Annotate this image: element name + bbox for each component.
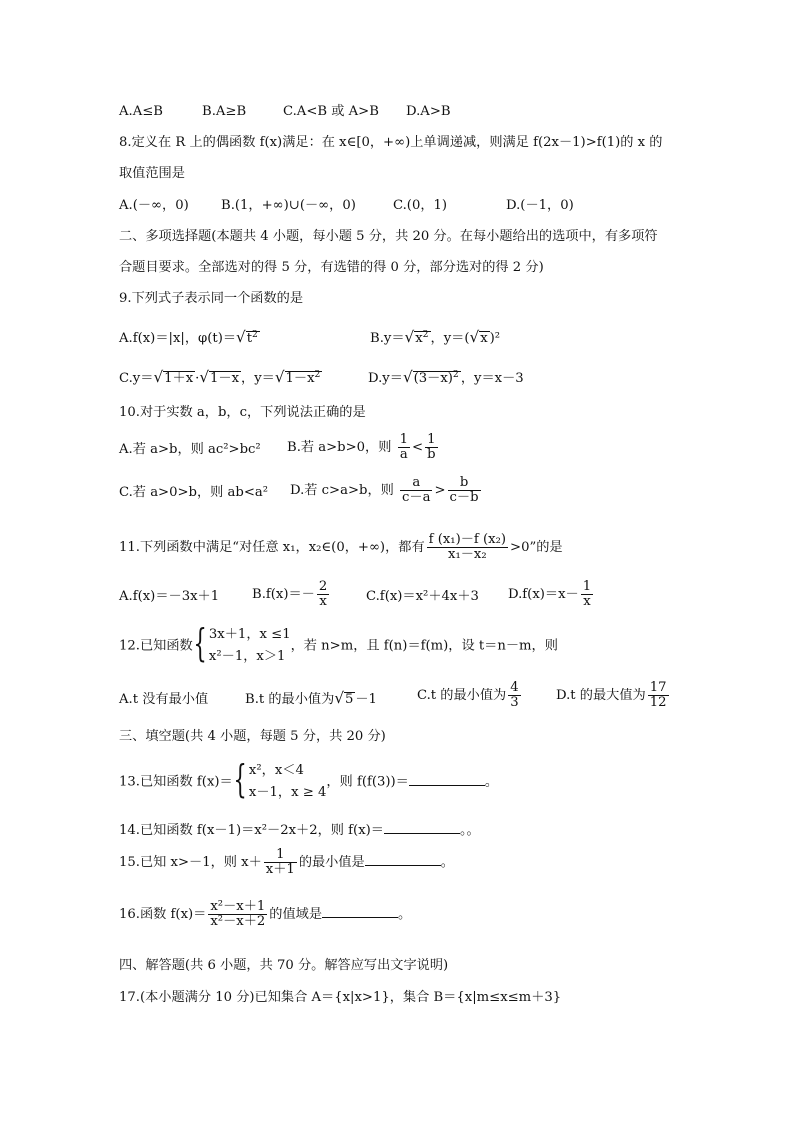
q11-option-d: D.f(x)＝x－ $\frac{1}{x}$ xyxy=(508,579,592,609)
q11-option-b: B.f(x)＝－ $\frac{2}{x}$ xyxy=(252,579,328,609)
q12-option-a: A.t 没有最小值 xyxy=(119,692,209,707)
q16-answer-blank[interactable] xyxy=(322,904,398,918)
q12-option-b: B.t 的最小值为√5 －1 xyxy=(245,689,377,707)
q10-option-c: C.若 a>0>b，则 ab<a² xyxy=(119,485,269,500)
q17-stem: 17.(本小题满分 10 分)已知集合 A＝{x|x>1}，集合 B＝{x|m≤x≤m＋3} xyxy=(119,990,562,1005)
q16: 16.函数 f(x)＝ $\frac{\text{x²－x＋1}}{\text{x²－x＋2}}$ 的值域是 。 xyxy=(119,899,412,929)
q8-option-a: A.(－∞，0) xyxy=(119,198,189,213)
q14: 14.已知函数 f(x－1)＝x²－2x＋2，则 f(x)＝ 。。 xyxy=(119,820,480,840)
q9-option-b: $B.y=√x^2$ ，y＝(√x )² xyxy=(370,328,501,346)
q9-option-c: C.y＝√1＋x ·√1－x ，$y=√1-x^2$ xyxy=(119,368,321,386)
q8-stem-line2: 取值范围是 xyxy=(119,166,185,181)
q14-answer-blank[interactable] xyxy=(384,820,460,834)
q15: 15.已知 x>－1，则 x＋ $\frac{1}{x+1}$ 的最小值是 。 xyxy=(119,847,454,877)
q9-stem: 9.下列式子表示同一个函数的是 xyxy=(119,291,304,306)
q8-option-d: D.(－1，0) xyxy=(506,198,574,213)
q12-option-c: C.t 的最小值为 $\frac{4}{3}$ xyxy=(417,680,519,710)
q7-option-c: C.A<B 或 A>B xyxy=(283,104,379,119)
q10-option-d: D.若 c>a>b，则 $\frac{a}{c-a}$ > $\frac{b}{c-b}$ xyxy=(290,475,479,505)
q13-answer-blank[interactable] xyxy=(409,772,485,786)
section2-heading-line1: 二、多项选择题(本题共 4 小题，每小题 5 分，共 20 分。在每小题给出的选项中，有多项符 xyxy=(119,229,658,244)
q9-option-a: A.f(x)＝|x|，$\varphi(t)=√t^2$ xyxy=(119,328,258,346)
q8-option-b: B.(1，+∞)∪(－∞，0) xyxy=(221,198,356,213)
q12-stem: 12.已知函数{ 3x＋1，x ≤1 x²－1，x＞1 ，若 n>m，且 f(n)＝f(m)，设 t＝n－m，则 xyxy=(119,621,558,665)
q10-option-b: B.若 a>b>0，则 $\frac{1}{a}$ < $\frac{1}{b}$ xyxy=(287,432,436,462)
q10-stem: 10.对于实数 a，b，c，下列说法正确的是 xyxy=(119,405,366,420)
q11-stem: 11.下列函数中满足“对任意 x₁，x₂∈(0，+∞)，都有 $\frac{\text{f (x₁)－f (x₂)}}{\text{x₁－x₂}}$ >0”的是 xyxy=(119,532,563,562)
q9-option-d: $D.y=√(3-x)^2$ ，y＝x－3 xyxy=(368,368,524,386)
q12-option-d: D.t 的最大值为 $\frac{17}{12}$ xyxy=(556,680,667,710)
q11-option-a: A.f(x)＝－3x＋1 xyxy=(119,589,220,604)
q7-option-d: D.A>B xyxy=(406,104,451,119)
q13: 13.已知函数 f(x)＝{ x²，x＜4 x－1，x ≥ 4 ，则 f(f(3))＝ 。 xyxy=(119,757,499,801)
q8-option-c: C.(0，1) xyxy=(393,198,448,213)
q7-option-b: B.A≥B xyxy=(202,104,247,119)
q15-answer-blank[interactable] xyxy=(365,852,441,866)
q8-stem-line1: 8.定义在 R 上的偶函数 f(x)满足：在 x∈[0，+∞)上单调递减，则满足 f(2x－1)>f(1)的 x 的 xyxy=(119,135,663,150)
section2-heading-line2: 合题目要求。全部选对的得 5 分，有选错的得 0 分，部分选对的得 2 分) xyxy=(119,260,544,275)
section4-heading: 四、解答题(共 6 小题，共 70 分。解答应写出文字说明) xyxy=(119,958,449,973)
q10-option-a: A.若 a>b，则 ac²>bc² xyxy=(119,442,261,457)
q11-option-c: C.f(x)＝x²＋4x＋3 xyxy=(366,589,479,604)
section3-heading: 三、填空题(共 4 小题，每题 5 分，共 20 分) xyxy=(119,729,386,744)
q7-option-a: A.A≤B xyxy=(119,104,163,119)
